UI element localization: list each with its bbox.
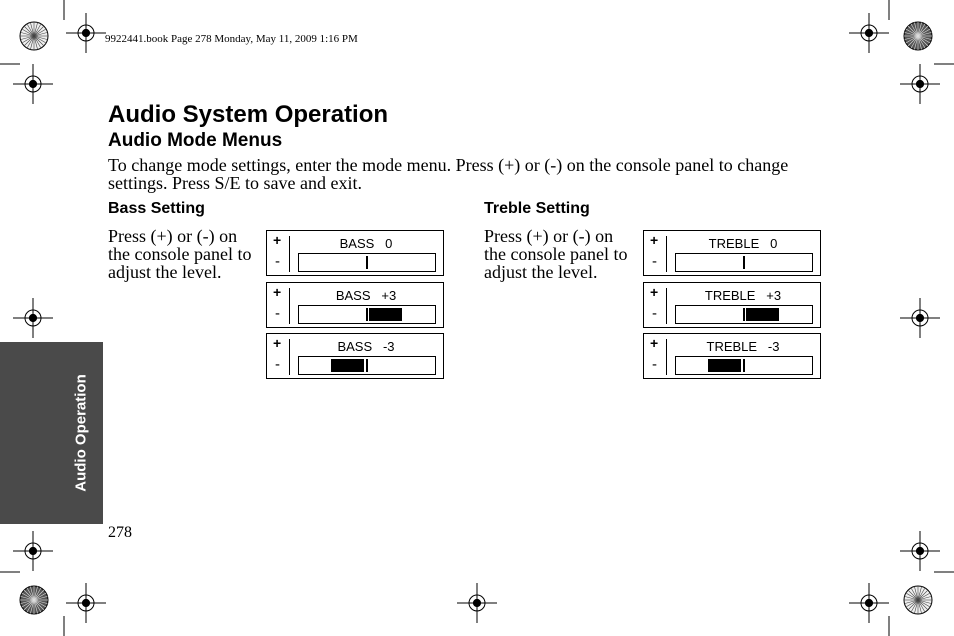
target-dot <box>916 547 923 554</box>
minus-sign: - <box>652 253 657 270</box>
page-number: 278 <box>108 524 132 541</box>
bass-panel-minus3 <box>266 333 444 379</box>
minus-sign: - <box>275 253 280 270</box>
target-dot <box>473 599 480 606</box>
level-bar <box>675 356 813 375</box>
bass-description: Press (+) or (-) on the console panel to adjust the level. <box>108 226 252 282</box>
level-center-mark <box>366 256 368 269</box>
target-dot <box>865 29 872 36</box>
level-bar <box>298 356 436 375</box>
target-dot <box>82 599 89 606</box>
minus-sign: - <box>275 356 280 373</box>
intro-paragraph: To change mode settings, enter the mode menu. Press (+) or (-) on the console panel to change settings. Press S/E to save and exit. <box>108 155 789 193</box>
level-center-mark <box>743 308 745 321</box>
level-bar <box>675 305 813 324</box>
plus-sign: + <box>273 335 282 351</box>
treble-label: TREBLE +3 <box>704 288 782 303</box>
treble-description: Press (+) or (-) on the console panel to adjust the level. <box>484 226 628 282</box>
treble-label: TREBLE -3 <box>706 339 780 354</box>
treble-panel-0 <box>643 230 821 276</box>
level-bar <box>298 253 436 272</box>
level-fill <box>746 308 779 321</box>
bass-label: BASS -3 <box>337 339 395 354</box>
level-bar <box>298 305 436 324</box>
target-dot <box>865 599 872 606</box>
side-tab-label: Audio Operation <box>72 374 90 492</box>
target-dot <box>29 547 36 554</box>
treble-label: TREBLE 0 <box>708 236 778 251</box>
treble-panel-minus3 <box>643 333 821 379</box>
level-center-mark <box>366 359 368 372</box>
level-fill <box>331 359 364 372</box>
plus-sign: + <box>650 284 659 300</box>
level-bar <box>675 253 813 272</box>
page-title: Audio System Operation <box>108 101 389 128</box>
level-fill <box>708 359 741 372</box>
target-dot <box>916 80 923 87</box>
bass-label: BASS +3 <box>335 288 397 303</box>
running-head: 9922441.book Page 278 Monday, May 11, 2009 1:16 PM <box>105 33 358 45</box>
bass-heading: Bass Setting <box>108 200 205 217</box>
bass-label: BASS 0 <box>339 236 393 251</box>
level-center-mark <box>743 256 745 269</box>
plus-sign: + <box>650 335 659 351</box>
target-dot <box>29 80 36 87</box>
treble-heading: Treble Setting <box>484 200 590 217</box>
plus-sign: + <box>273 284 282 300</box>
plus-sign: + <box>273 232 282 248</box>
target-dot <box>29 314 36 321</box>
bass-panel-0 <box>266 230 444 276</box>
target-dot <box>916 314 923 321</box>
treble-panel-plus3 <box>643 282 821 328</box>
minus-sign: - <box>652 356 657 373</box>
bass-panel-plus3 <box>266 282 444 328</box>
minus-sign: - <box>652 305 657 322</box>
level-center-mark <box>366 308 368 321</box>
plus-sign: + <box>650 232 659 248</box>
level-fill <box>369 308 402 321</box>
section-subtitle: Audio Mode Menus <box>108 130 283 151</box>
minus-sign: - <box>275 305 280 322</box>
target-dot <box>82 29 89 36</box>
level-center-mark <box>743 359 745 372</box>
